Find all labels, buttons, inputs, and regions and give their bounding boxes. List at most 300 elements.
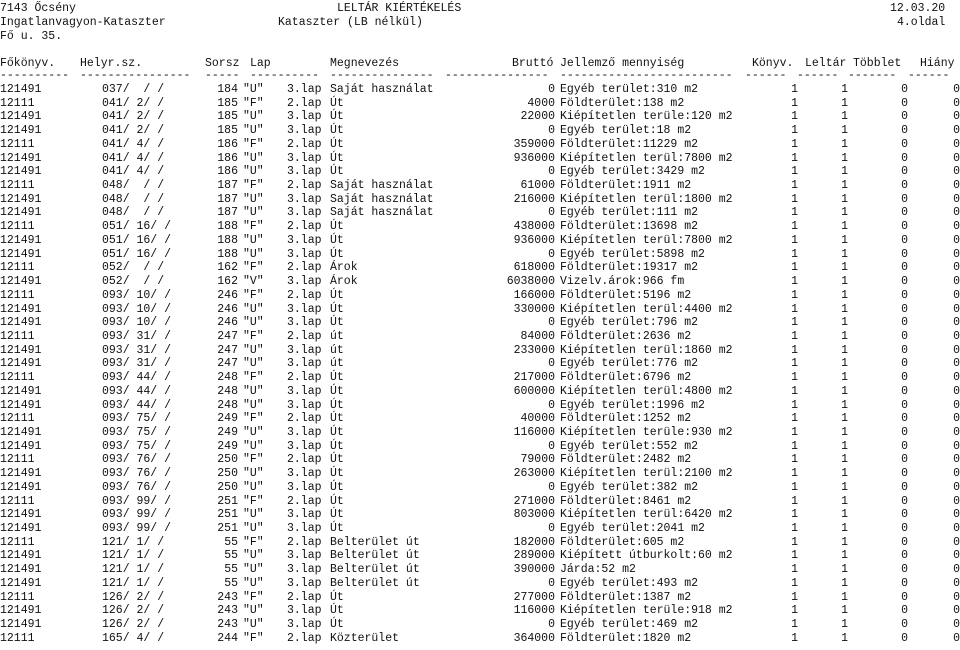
table-row — [0, 632, 960, 646]
cell-tobblet: 0 — [901, 384, 908, 398]
cell-megnevezes: Árok — [330, 275, 358, 289]
cell-lap: "U" — [243, 576, 264, 590]
cell-jellemzo: Kiépítetlen terül:2100 m2 — [560, 467, 733, 481]
cell-helyrsz: 093/ 99/ / — [102, 522, 172, 536]
cell-lap-num: 3.lap — [287, 508, 322, 522]
cell-jellemzo: Földterület:2636 m2 — [560, 329, 692, 343]
table-row — [0, 577, 960, 591]
cell-fokonyv: 121491 — [0, 549, 42, 563]
cell-sorsz: 243 — [217, 590, 238, 604]
cell-hiany: 0 — [953, 494, 960, 508]
cell-megnevezes: Út — [330, 467, 344, 481]
cell-tobblet: 0 — [901, 288, 908, 302]
cell-lap: "F" — [243, 96, 264, 110]
cell-brutto: 600000 — [513, 384, 555, 398]
cell-helyrsz: 126/ 2/ / — [102, 590, 165, 604]
cell-sorsz: 243 — [217, 618, 238, 632]
cell-tobblet: 0 — [901, 83, 908, 96]
cell-konyv: 1 — [791, 604, 798, 618]
table-row — [0, 83, 960, 97]
cell-tobblet: 0 — [901, 124, 908, 138]
cell-tobblet: 0 — [901, 590, 908, 604]
cell-konyv: 1 — [791, 426, 798, 439]
cell-lap: "U" — [243, 467, 264, 481]
cell-megnevezes: út — [330, 343, 344, 357]
cell-brutto: 0 — [548, 576, 555, 590]
cell-helyrsz: 048/ / / — [102, 192, 165, 206]
cell-megnevezes: Út — [330, 110, 344, 124]
cell-hiany: 0 — [953, 453, 960, 467]
cell-leltar: 1 — [841, 563, 848, 577]
cell-jellemzo: Egyéb terület:18 m2 — [560, 124, 692, 138]
cell-megnevezes: Út — [330, 426, 344, 439]
cell-leltar: 1 — [841, 275, 848, 289]
cell-lap-num: 3.lap — [287, 165, 322, 179]
cell-hiany: 0 — [953, 165, 960, 179]
cell-sorsz: 249 — [217, 426, 238, 439]
cell-jellemzo: Járda:52 m2 — [560, 563, 636, 577]
cell-helyrsz: 121/ 1/ / — [102, 549, 165, 563]
cell-megnevezes: Út — [330, 165, 344, 179]
cell-helyrsz: 048/ / / — [102, 206, 165, 220]
cell-brutto: 0 — [548, 618, 555, 632]
cell-tobblet: 0 — [901, 467, 908, 481]
cell-lap: "U" — [243, 343, 264, 357]
cell-brutto: 0 — [548, 480, 555, 494]
cell-megnevezes: út — [330, 357, 344, 371]
cell-fokonyv: 12111 — [0, 631, 35, 645]
cell-brutto: 0 — [548, 316, 555, 330]
cell-jellemzo: Kiépítetlen terüle:918 m2 — [560, 604, 733, 618]
cell-tobblet: 0 — [901, 563, 908, 577]
cell-lap-num: 3.lap — [287, 316, 322, 330]
cell-helyrsz: 093/ 31/ / — [102, 329, 172, 343]
cell-tobblet: 0 — [901, 535, 908, 549]
cell-megnevezes: Saját használat — [330, 179, 434, 193]
cell-konyv: 1 — [791, 288, 798, 302]
cell-konyv: 1 — [791, 316, 798, 330]
cell-leltar: 1 — [841, 631, 848, 645]
cell-sorsz: 251 — [217, 522, 238, 536]
cell-megnevezes: Út — [330, 124, 344, 138]
cell-fokonyv: 121491 — [0, 576, 42, 590]
cell-konyv: 1 — [791, 439, 798, 453]
cell-megnevezes: Út — [330, 508, 344, 522]
cell-konyv: 1 — [791, 96, 798, 110]
cell-lap: "F" — [243, 137, 264, 151]
cell-konyv: 1 — [791, 110, 798, 124]
cell-brutto: 0 — [548, 439, 555, 453]
cell-konyv: 1 — [791, 329, 798, 343]
table-row — [0, 152, 960, 166]
cell-jellemzo: Kiépítetlen terül:1860 m2 — [560, 343, 733, 357]
cell-sorsz: 188 — [217, 233, 238, 247]
cell-sorsz: 246 — [217, 302, 238, 316]
cell-tobblet: 0 — [901, 329, 908, 343]
cell-lap: "F" — [243, 220, 264, 234]
cell-sorsz: 55 — [224, 535, 238, 549]
table-row — [0, 110, 960, 124]
cell-sorsz: 249 — [217, 439, 238, 453]
cell-brutto: 4000 — [527, 96, 555, 110]
cell-sorsz: 185 — [217, 96, 238, 110]
cell-jellemzo: Földterület:13698 m2 — [560, 220, 699, 234]
cell-fokonyv: 121491 — [0, 426, 42, 439]
table-row — [0, 371, 960, 385]
col-leltar: Leltár — [805, 57, 847, 70]
cell-hiany: 0 — [953, 329, 960, 343]
cell-tobblet: 0 — [901, 165, 908, 179]
cell-lap-num: 3.lap — [287, 124, 322, 138]
cell-leltar: 1 — [841, 151, 848, 165]
cell-sorsz: 250 — [217, 467, 238, 481]
cell-konyv: 1 — [791, 398, 798, 412]
header-line-2 — [0, 16, 960, 30]
cell-lap-num: 2.lap — [287, 137, 322, 151]
cell-brutto: 936000 — [513, 233, 555, 247]
cell-tobblet: 0 — [901, 302, 908, 316]
cell-tobblet: 0 — [901, 631, 908, 645]
cell-jellemzo: Földterület:6796 m2 — [560, 371, 692, 385]
cell-sorsz: 243 — [217, 604, 238, 618]
cell-lap: "U" — [243, 522, 264, 536]
cell-lap: "U" — [243, 508, 264, 522]
cell-sorsz: 187 — [217, 192, 238, 206]
cell-sorsz: 188 — [217, 220, 238, 234]
cell-sorsz: 186 — [217, 165, 238, 179]
col-helyrsz: Helyr.sz. — [80, 57, 143, 70]
cell-helyrsz: 052/ / / — [102, 261, 165, 275]
cell-fokonyv: 12111 — [0, 590, 35, 604]
cell-megnevezes: Út — [330, 384, 344, 398]
cell-tobblet: 0 — [901, 206, 908, 220]
cell-fokonyv: 12111 — [0, 494, 35, 508]
cell-lap: "U" — [243, 549, 264, 563]
cell-brutto: 0 — [548, 357, 555, 371]
cell-helyrsz: 041/ 2/ / — [102, 110, 165, 124]
cell-hiany: 0 — [953, 247, 960, 261]
cell-hiany: 0 — [953, 631, 960, 645]
table-row — [0, 604, 960, 618]
table-row — [0, 261, 960, 275]
cell-tobblet: 0 — [901, 494, 908, 508]
cell-fokonyv: 121491 — [0, 151, 42, 165]
cell-fokonyv: 12111 — [0, 329, 35, 343]
cell-megnevezes: Út — [330, 398, 344, 412]
cell-lap: "F" — [243, 631, 264, 645]
table-row — [0, 220, 960, 234]
cell-helyrsz: 093/ 31/ / — [102, 343, 172, 357]
cell-konyv: 1 — [791, 480, 798, 494]
cell-jellemzo: Kiépített útburkolt:60 m2 — [560, 549, 733, 563]
cell-brutto: 364000 — [513, 631, 555, 645]
cell-jellemzo: Kiépítetlen terüle:930 m2 — [560, 426, 733, 439]
cell-megnevezes: Út — [330, 137, 344, 151]
table-row — [0, 97, 960, 111]
cell-tobblet: 0 — [901, 426, 908, 439]
cell-leltar: 1 — [841, 371, 848, 385]
cell-konyv: 1 — [791, 535, 798, 549]
cell-megnevezes: Út — [330, 453, 344, 467]
cell-brutto: 0 — [548, 398, 555, 412]
cell-fokonyv: 121491 — [0, 357, 42, 371]
table-row — [0, 412, 960, 426]
cell-megnevezes: Belterület út — [330, 563, 420, 577]
cell-fokonyv: 121491 — [0, 398, 42, 412]
cell-helyrsz: 126/ 2/ / — [102, 618, 165, 632]
cell-lap-num: 3.lap — [287, 275, 322, 289]
cell-lap-num: 2.lap — [287, 288, 322, 302]
cell-fokonyv: 121491 — [0, 83, 42, 96]
cell-brutto: 0 — [548, 522, 555, 536]
cell-sorsz: 250 — [217, 453, 238, 467]
table-row — [0, 344, 960, 358]
cell-konyv: 1 — [791, 508, 798, 522]
cell-konyv: 1 — [791, 151, 798, 165]
cell-helyrsz: 093/ 44/ / — [102, 398, 172, 412]
cell-lap-num: 3.lap — [287, 522, 322, 536]
cell-fokonyv: 121491 — [0, 343, 42, 357]
cell-leltar: 1 — [841, 302, 848, 316]
cell-hiany: 0 — [953, 137, 960, 151]
table-row — [0, 536, 960, 550]
col-megnevezes: Megnevezés — [330, 57, 400, 70]
cell-konyv: 1 — [791, 631, 798, 645]
cell-leltar: 1 — [841, 343, 848, 357]
cell-jellemzo: Egyéb terület:1996 m2 — [560, 398, 705, 412]
cell-jellemzo: Egyéb terület:3429 m2 — [560, 165, 705, 179]
cell-megnevezes: Út — [330, 604, 344, 618]
cell-fokonyv: 12111 — [0, 453, 35, 467]
cell-helyrsz: 093/ 44/ / — [102, 371, 172, 385]
cell-leltar: 1 — [841, 412, 848, 426]
table-row — [0, 385, 960, 399]
cell-megnevezes: Árok — [330, 261, 358, 275]
cell-megnevezes: Út — [330, 494, 344, 508]
cell-megnevezes: Út — [330, 96, 344, 110]
cell-lap: "U" — [243, 384, 264, 398]
cell-sorsz: 186 — [217, 137, 238, 151]
cell-tobblet: 0 — [901, 439, 908, 453]
cell-lap-num: 2.lap — [287, 590, 322, 604]
cell-tobblet: 0 — [901, 110, 908, 124]
cell-jellemzo: Kiépítetlen terül:6420 m2 — [560, 508, 733, 522]
cell-helyrsz: 093/ 99/ / — [102, 508, 172, 522]
cell-lap: "U" — [243, 480, 264, 494]
cell-megnevezes: Út — [330, 302, 344, 316]
cell-leltar: 1 — [841, 522, 848, 536]
cell-hiany: 0 — [953, 604, 960, 618]
cell-hiany: 0 — [953, 467, 960, 481]
cell-lap: "U" — [243, 439, 264, 453]
cell-brutto: 289000 — [513, 549, 555, 563]
cell-leltar: 1 — [841, 288, 848, 302]
cell-lap-num: 2.lap — [287, 494, 322, 508]
cell-konyv: 1 — [791, 467, 798, 481]
cell-helyrsz: 093/ 75/ / — [102, 412, 172, 426]
cell-sorsz: 244 — [217, 631, 238, 645]
cell-helyrsz: 041/ 4/ / — [102, 165, 165, 179]
cell-hiany: 0 — [953, 151, 960, 165]
cell-lap: "U" — [243, 398, 264, 412]
cell-helyrsz: 051/ 16/ / — [102, 233, 172, 247]
cell-leltar: 1 — [841, 453, 848, 467]
cell-lap-num: 2.lap — [287, 329, 322, 343]
cell-konyv: 1 — [791, 494, 798, 508]
cell-hiany: 0 — [953, 343, 960, 357]
cell-sorsz: 246 — [217, 288, 238, 302]
cell-fokonyv: 121491 — [0, 124, 42, 138]
table-row — [0, 549, 960, 563]
cell-lap-num: 2.lap — [287, 96, 322, 110]
cell-jellemzo: Egyéb terület:382 m2 — [560, 480, 699, 494]
cell-leltar: 1 — [841, 398, 848, 412]
cell-fokonyv: 121491 — [0, 508, 42, 522]
cell-lap: "U" — [243, 206, 264, 220]
cell-jellemzo: Kiépítetlen terül:1800 m2 — [560, 192, 733, 206]
cell-helyrsz: 093/ 44/ / — [102, 384, 172, 398]
cell-konyv: 1 — [791, 192, 798, 206]
cell-fokonyv: 121491 — [0, 480, 42, 494]
cell-hiany: 0 — [953, 480, 960, 494]
cell-lap-num: 3.lap — [287, 480, 322, 494]
cell-leltar: 1 — [841, 480, 848, 494]
cell-lap-num: 3.lap — [287, 233, 322, 247]
cell-leltar: 1 — [841, 316, 848, 330]
col-konyv: Könyv. — [752, 57, 794, 70]
cell-brutto: 0 — [548, 124, 555, 138]
report-date: 12.03.20 — [890, 2, 946, 15]
cell-brutto: 182000 — [513, 535, 555, 549]
cell-konyv: 1 — [791, 618, 798, 632]
cell-hiany: 0 — [953, 426, 960, 439]
cell-lap: "U" — [243, 316, 264, 330]
cell-sorsz: 248 — [217, 384, 238, 398]
cell-megnevezes: út — [330, 329, 344, 343]
cell-hiany: 0 — [953, 522, 960, 536]
cell-brutto: 217000 — [513, 371, 555, 385]
cell-hiany: 0 — [953, 110, 960, 124]
cell-hiany: 0 — [953, 220, 960, 234]
header-separator: ---------- ---------------- ----- ---------- --------------- --------------- ------------------------- ------ ------ ------- ------ — [0, 69, 950, 82]
cell-helyrsz: 093/ 76/ / — [102, 480, 172, 494]
cell-fokonyv: 12111 — [0, 412, 35, 426]
cell-lap-num: 2.lap — [287, 371, 322, 385]
cell-sorsz: 251 — [217, 508, 238, 522]
cell-jellemzo: Egyéb terület:776 m2 — [560, 357, 699, 371]
table-row — [0, 440, 960, 454]
cell-konyv: 1 — [791, 549, 798, 563]
cell-fokonyv: 121491 — [0, 302, 42, 316]
cell-sorsz: 246 — [217, 316, 238, 330]
cell-lap: "F" — [243, 329, 264, 343]
cell-lap-num: 3.lap — [287, 618, 322, 632]
cell-fokonyv: 121491 — [0, 384, 42, 398]
cell-tobblet: 0 — [901, 343, 908, 357]
cell-jellemzo: Földterület:19317 m2 — [560, 261, 699, 275]
cell-leltar: 1 — [841, 618, 848, 632]
cell-hiany: 0 — [953, 549, 960, 563]
cell-jellemzo: Földterület:2482 m2 — [560, 453, 692, 467]
cell-jellemzo: Földterület:5196 m2 — [560, 288, 692, 302]
col-brutto: Bruttó — [512, 57, 554, 70]
cell-sorsz: 247 — [217, 343, 238, 357]
cell-lap-num: 3.lap — [287, 563, 322, 577]
cell-tobblet: 0 — [901, 137, 908, 151]
cell-lap-num: 3.lap — [287, 439, 322, 453]
table-row — [0, 138, 960, 152]
col-sorsz: Sorsz — [205, 57, 240, 70]
cell-megnevezes: Út — [330, 371, 344, 385]
cell-megnevezes: Belterület út — [330, 549, 420, 563]
cell-konyv: 1 — [791, 275, 798, 289]
cell-leltar: 1 — [841, 206, 848, 220]
cell-leltar: 1 — [841, 247, 848, 261]
cell-lap-num: 2.lap — [287, 535, 322, 549]
cell-helyrsz: 126/ 2/ / — [102, 604, 165, 618]
cell-konyv: 1 — [791, 453, 798, 467]
cell-lap: "U" — [243, 151, 264, 165]
table-row — [0, 206, 960, 220]
cell-lap: "F" — [243, 494, 264, 508]
cell-tobblet: 0 — [901, 357, 908, 371]
cell-helyrsz: 121/ 1/ / — [102, 535, 165, 549]
cell-lap-num: 2.lap — [287, 412, 322, 426]
cell-lap-num: 2.lap — [287, 220, 322, 234]
cell-lap: "F" — [243, 453, 264, 467]
cell-fokonyv: 121491 — [0, 604, 42, 618]
cell-jellemzo: Egyéb terület:2041 m2 — [560, 522, 705, 536]
cell-sorsz: 55 — [224, 576, 238, 590]
cell-leltar: 1 — [841, 604, 848, 618]
cell-jellemzo: Kiépítetlen terül:7800 m2 — [560, 151, 733, 165]
cell-fokonyv: 12111 — [0, 371, 35, 385]
cell-jellemzo: Egyéb terület:493 m2 — [560, 576, 699, 590]
cell-sorsz: 162 — [217, 275, 238, 289]
cell-lap-num: 3.lap — [287, 110, 322, 124]
cell-konyv: 1 — [791, 522, 798, 536]
cell-hiany: 0 — [953, 316, 960, 330]
cell-helyrsz: 121/ 1/ / — [102, 576, 165, 590]
cell-hiany: 0 — [953, 261, 960, 275]
cell-leltar: 1 — [841, 220, 848, 234]
subtitle-mid: Kataszter (LB nélkül) — [278, 16, 423, 29]
cell-megnevezes: Út — [330, 522, 344, 536]
cell-leltar: 1 — [841, 165, 848, 179]
cell-leltar: 1 — [841, 83, 848, 96]
table-row — [0, 234, 960, 248]
cell-megnevezes: Saját használat — [330, 206, 434, 220]
cell-tobblet: 0 — [901, 522, 908, 536]
cell-konyv: 1 — [791, 233, 798, 247]
table-row — [0, 508, 960, 522]
table-row — [0, 179, 960, 193]
cell-lap: "U" — [243, 426, 264, 439]
cell-jellemzo: Egyéb terület:552 m2 — [560, 439, 699, 453]
col-tobblet: Többlet — [853, 57, 902, 70]
cell-lap: "U" — [243, 192, 264, 206]
cell-fokonyv: 121491 — [0, 618, 42, 632]
cell-helyrsz: 165/ 4/ / — [102, 631, 165, 645]
cell-leltar: 1 — [841, 494, 848, 508]
cell-megnevezes: Belterület út — [330, 535, 420, 549]
cell-helyrsz: 121/ 1/ / — [102, 563, 165, 577]
cell-konyv: 1 — [791, 343, 798, 357]
cell-konyv: 1 — [791, 384, 798, 398]
cell-hiany: 0 — [953, 576, 960, 590]
cell-brutto: 216000 — [513, 192, 555, 206]
cell-megnevezes: Út — [330, 412, 344, 426]
